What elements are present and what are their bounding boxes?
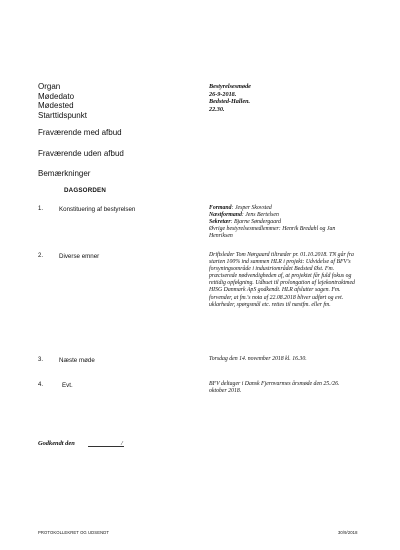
absent-with-notice-label: Fraværende med afbud (38, 128, 122, 137)
footer-right: 30/9/2018 (338, 530, 358, 535)
role-name: : Jens Bertelsen (241, 212, 279, 219)
agenda-item-title: Næste møde (59, 357, 95, 364)
agenda-item-number: 2. (38, 253, 44, 259)
agenda-item-title: Evt. (62, 382, 73, 389)
remarks-label: Bemærkninger (38, 169, 91, 178)
agenda-item-body: Torsdag den 14. november 2018 kl. 16.30. (209, 356, 307, 362)
agenda-item-number: 1. (38, 206, 44, 212)
agenda-heading: DAGSORDEN (64, 187, 107, 194)
agenda-item-title: Diverse emner (59, 253, 100, 260)
agenda-item-body: BFV deltager i Dansk Fjernvarmes årsmøde den 25./26. oktober 2018. (209, 381, 340, 395)
agenda-item-title: Konstituering af bestyrelsen (59, 206, 136, 213)
meta-value-place: Bedsted-Hallen. (209, 98, 251, 105)
meta-value-date: 26-9-2018. (209, 90, 237, 98)
role-label: Næstformand (209, 212, 242, 219)
board-members-line (209, 226, 357, 240)
meta-label-start-time: Starttidspunkt (38, 110, 87, 120)
board-role-line (209, 205, 357, 212)
approved-label: Godkendt den (38, 440, 75, 447)
members-text: Øvrige bestyrelsesmedlemmer: Henrik Bredahl og Jan Henriksen (209, 226, 336, 240)
agenda-item-number: 4. (38, 382, 44, 388)
agenda-item-body (209, 205, 357, 240)
meta-value-start-time: 22.30. (209, 105, 225, 113)
signature-separator: / (121, 440, 123, 447)
board-role-line (209, 212, 357, 219)
role-label: Formand (209, 205, 232, 211)
footer-left: PROTOKOLLEKRET OG UDSENDT (38, 530, 109, 535)
meta-label-organ: Organ (38, 82, 61, 91)
agenda-item-body: Driftsleder Tom Nørgaard tiltræder pr. 01.10.2018. TN går fra starten 100% ind sammen HLR i projekt: Udvidelse af BFV's forsyningsområde i industriområdet Bedsted Øst. Fm. præciserede nødvendigheden af, at projektet får fuld fokus og rettidig opfølgning. Udbuet til prolongation af lejekontraktmed HISG Danmark ApS godkendt. HLR afslutter sagen. Fm. forvender, at fm.'s nota af 22.08.2018 bliver udført og evt. uklarheder, spørgsmål etc. rettes til næstfm. eller fm. (209, 252, 355, 308)
meta-label-place: Mødested (38, 101, 74, 110)
signature-line (88, 446, 124, 447)
meta-label-date: Mødedato (38, 91, 75, 101)
role-label: Sekretær (209, 219, 231, 226)
board-role-line (209, 219, 357, 226)
absent-without-notice-label: Fraværende uden afbud (38, 149, 124, 158)
meta-value-organ: Bestyrelsesmøde (209, 83, 251, 90)
role-name: : Jesper Skovsted (231, 205, 272, 211)
agenda-item-number: 3. (38, 357, 44, 363)
role-name: : Bjarne Søndergaard (230, 219, 282, 226)
